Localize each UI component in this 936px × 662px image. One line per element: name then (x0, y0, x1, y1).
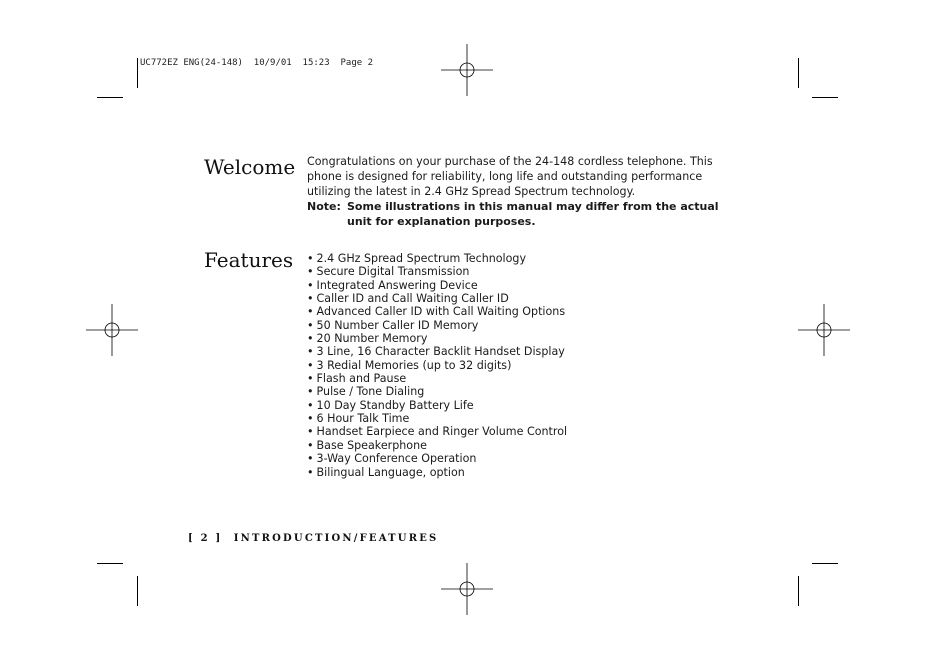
welcome-body (307, 154, 737, 229)
welcome-line: phone is designed for reliability, long life and outstanding performance (307, 170, 703, 183)
page-number: [ 2 ] (188, 533, 223, 544)
note-label: Note: (307, 200, 341, 213)
section-title: INTRODUCTION/FEATURES (233, 533, 439, 544)
feature-item: • Integrated Answering Device (307, 279, 567, 292)
crop-mark-icon (97, 97, 123, 98)
feature-item: • Pulse / Tone Dialing (307, 385, 567, 398)
feature-item: • 3 Redial Memories (up to 32 digits) (307, 359, 567, 372)
page-footer (188, 533, 438, 544)
feature-item: • Base Speakerphone (307, 439, 567, 452)
feature-item: • 6 Hour Talk Time (307, 412, 567, 425)
crop-mark-icon (97, 563, 123, 564)
crop-mark-icon (137, 576, 138, 606)
welcome-heading: Welcome (204, 155, 296, 179)
welcome-line: utilizing the latest in 2.4 GHz Spread Spectrum technology. (307, 185, 636, 198)
crop-mark-icon (798, 58, 799, 88)
crop-mark-icon (812, 97, 838, 98)
registration-mark-icon (441, 44, 493, 96)
features-heading: Features (204, 248, 294, 272)
note-text: Some illustrations in this manual may differ from the actual unit for explanation purposes. (347, 200, 719, 228)
crop-mark-icon (812, 563, 838, 564)
registration-mark-icon (441, 563, 493, 615)
registration-mark-icon (798, 304, 850, 356)
feature-item: • 2.4 GHz Spread Spectrum Technology (307, 252, 567, 265)
feature-item: • 10 Day Standby Battery Life (307, 399, 567, 412)
feature-item: • 20 Number Memory (307, 332, 567, 345)
feature-item: • 3-Way Conference Operation (307, 452, 567, 465)
feature-item: • 50 Number Caller ID Memory (307, 319, 567, 332)
feature-item: • Advanced Caller ID with Call Waiting Options (307, 305, 567, 318)
crop-mark-icon (137, 58, 138, 88)
feature-item: • 3 Line, 16 Character Backlit Handset Display (307, 345, 567, 358)
feature-item: • Caller ID and Call Waiting Caller ID (307, 292, 567, 305)
crop-mark-icon (798, 576, 799, 606)
registration-mark-icon (86, 304, 138, 356)
feature-item: • Bilingual Language, option (307, 466, 567, 479)
welcome-line: Congratulations on your purchase of the 24-148 cordless telephone. This (307, 155, 713, 168)
printer-slug-line: UC772EZ ENG(24-148) 10/9/01 15:23 Page 2 (140, 58, 373, 68)
feature-item: • Flash and Pause (307, 372, 567, 385)
features-list (307, 252, 567, 479)
feature-item: • Secure Digital Transmission (307, 265, 567, 278)
note (307, 199, 737, 229)
feature-item: • Handset Earpiece and Ringer Volume Control (307, 425, 567, 438)
